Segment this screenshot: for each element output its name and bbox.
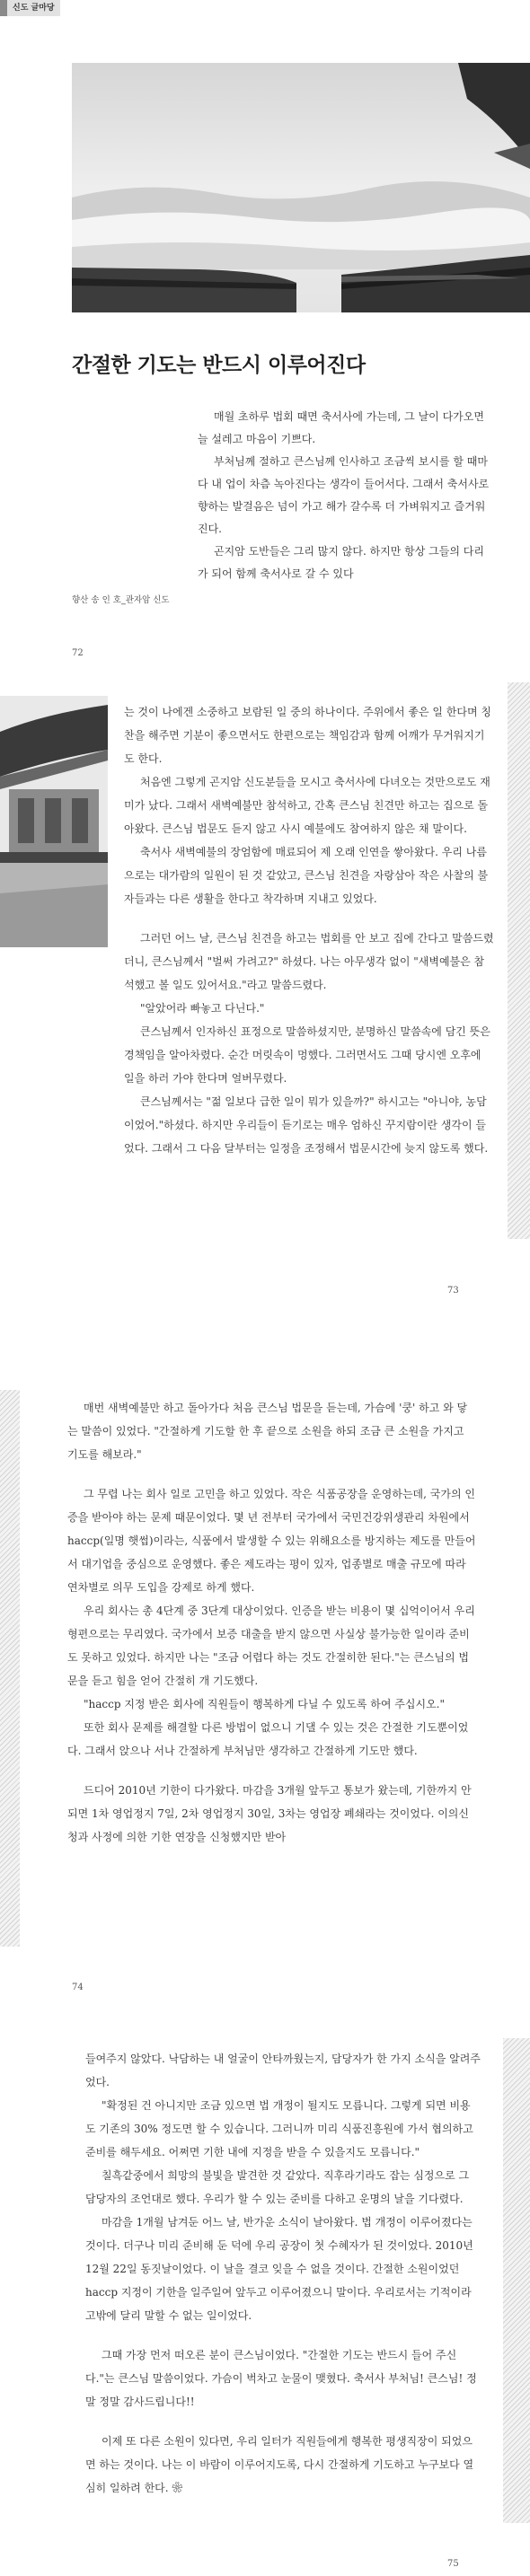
page-74-body <box>0 1396 530 1849</box>
body-paragraph: 이제 또 다른 소원이 있다면, 우리 일터가 직원들에게 행복한 평생직장이 되었으면 하는 것이다. 나는 이 바람이 이루어지도록, 다시 간절하게 기도하고 누구보다 열심히 일하려 한다. ❀ <box>85 2435 474 2494</box>
section-tag-bar <box>0 0 7 16</box>
page-number: 74 <box>72 1983 84 1992</box>
body-paragraph: "확정된 건 아니지만 조금 있으면 법 개정이 될지도 모릅니다. 그렇게 되면 비용도 기존의 30% 정도면 할 수 있습니다. 그러니까 미리 식품진흥원에 가서 협의하고 준비를 해두세요. 어쩌면 기한 내에 지정을 받을 수 있을지도 모릅니다." <box>85 2099 473 2158</box>
body-paragraph: 는 것이 나에겐 소중하고 보람된 일 중의 하나이다. 주위에서 좋은 일 한다며 칭찬을 해주면 기분이 좋으면서도 한편으로는 책임감과 함께 어깨가 무거워지기도 한다. <box>124 706 491 765</box>
paragraph-gap <box>124 910 494 927</box>
intro-text <box>198 406 494 585</box>
section-tag <box>0 0 60 16</box>
margin-stripe <box>503 2038 530 2523</box>
body-paragraph: 우리 회사는 총 4단계 중 3단계 대상이었다. 인증을 받는 비용이 몇 십억이어서 우리 형편으로는 무리였다. 국가에서 보증 대출을 받지 않으면 사실상 불가능한 일이라 준비도 못하고 있었다. 하지만 나는 "조금 어렵다 하는 것도 간절히한 된다."는 큰스님의 법문을 듣고 힘을 얻어 간절히 개 기도했다. <box>67 1605 475 1687</box>
paragraph-gap <box>67 1466 476 1482</box>
page-number: 73 <box>447 1286 459 1296</box>
body-paragraph: "알았어라 빠놓고 다닌다." <box>140 1002 265 1015</box>
body-paragraph: 마감을 1개월 남겨둔 어느 날, 반가운 소식이 날아왔다. 법 개정이 이루어졌다는 것이다. 더구나 미리 준비해 둔 덕에 우리 공장이 첫 수혜자가 된 것이었다. 2010년 12월 22일 동짓날이었다. 이 날을 결코 잊을 수 없을 것이다. 간절한 소원이었던 haccp 지정이 기한을 일주일여 앞두고 이루어졌으니 말이다. 우리로서는 기적이라고밖에 달리 말할 수 없는 일이었다. <box>85 2216 473 2322</box>
body-paragraph: 칠흑같중에서 희망의 불빛을 발견한 것 같았다. 직후라기라도 잡는 심정으로 그 담당자의 조언대로 했다. 우리가 할 수 있는 준비를 다하고 운명의 날을 기다렸다. <box>85 2169 470 2205</box>
body-paragraph: 매번 새벽예불만 하고 돌아가다 처음 큰스님 법문을 듣는데, 가슴에 '쿵' 하고 와 닿는 말씀이 있었다. "간절하게 기도할 한 후 끝으로 소원을 하되 조금 큰 소원을 가지고 기도를 해보라." <box>67 1402 468 1461</box>
body-paragraph: 그때 가장 먼저 떠오른 분이 큰스님이었다. "간절한 기도는 반드시 들어 주신다."는 큰스님 말씀이었다. 가슴이 벅차고 눈물이 맺혔다. 축서사 부처님! 큰스님! 정말 정말 감사드립니다!! <box>85 2349 477 2408</box>
hero-photo <box>72 63 530 312</box>
page-number: 72 <box>72 648 84 658</box>
article-title: 간절한 기도는 반드시 이루어진다 <box>72 354 366 377</box>
paragraph-gap <box>85 2413 481 2430</box>
body-paragraph: 들여주지 않았다. 낙담하는 내 얼굴이 안타까웠는지, 담당자가 한 가지 소식을 알려주었다. <box>85 2053 481 2088</box>
intro-paragraph: 매월 초하루 법회 때면 축서사에 가는데, 그 날이 다가오면 늘 설레고 마음이 기쁘다. <box>198 410 484 445</box>
body-paragraph: 그러던 어느 날, 큰스님 친견을 하고는 법회를 안 보고 집에 간다고 말씀드렸더니, 큰스님께서 "벌써 가려고?" 하셨다. 나는 아무생각 없이 "새벽예불은 참석했고 볼 일도 있어서요."라고 말씀드렸다. <box>124 932 494 991</box>
page-73-body <box>0 700 530 1160</box>
author-byline: 향산 송 인 호_관자암 신도 <box>72 595 170 605</box>
intro-paragraph: 곤지암 도반들은 그리 많지 않다. 하지만 항상 그들의 다리가 되어 함께 축서사로 갈 수 있다 <box>198 545 484 580</box>
body-paragraph: 그 무렵 나는 회사 일로 고민을 하고 있었다. 작은 식품공장을 운영하는데, 국가의 인증을 받아야 하는 문제 때문이었다. 몇 년 전부터 국가에서 국민건강위생관리 차원에서 haccp(일명 햇썹)이라는, 식품에서 발생할 수 있는 위해요소를 방지하는 제도를 만들어서 대기업을 중심으로 운영했다. 좋은 제도라는 평이 있자, 업종별로 매출 규모에 따라 연차별로 의무 도입을 강제로 하게 했다. <box>67 1488 476 1594</box>
page-75-body <box>0 2047 530 2500</box>
margin-stripe <box>508 682 530 1239</box>
body-paragraph: 또한 회사 문제를 해결할 다른 방법이 없으니 기댈 수 있는 것은 간절한 기도뿐이었다. 그래서 앉으나 서나 간절하게 부처님만 생각하고 간절하게 기도만 했다. <box>67 1721 469 1757</box>
body-paragraph: 큰스님께서는 "젊 일보다 급한 일이 뭐가 있을까?" 하시고는 "아니야, 농담이었어."하셨다. 하지만 우리들이 듣기로는 매우 엄하신 꾸지람이란 생각이 들었다. 그래서 그 다음 달부터는 일정을 조정해서 법문시간에 늦지 않도록 했다. <box>124 1095 489 1155</box>
paragraph-gap <box>67 1763 476 1779</box>
body-paragraph: "haccp 지정 받은 회사에 직원들이 행복하게 다닐 수 있도록 하여 주십시오." <box>84 1698 445 1710</box>
intro-paragraph: 부처님께 절하고 큰스님께 인사하고 조금씩 보시를 할 때마다 내 업이 차츰 녹아진다는 생각이 들어서다. 그래서 축서사로 향하는 발걸음은 넘이 가고 해가 갈수록 더 가벼워지고 즐거워진다. <box>198 455 490 535</box>
body-paragraph: 큰스님께서 인자하신 표정으로 말씀하셨지만, 분명하신 말씀속에 담긴 뜻은 경책임을 알아차렸다. 순간 머릿속이 멍했다. 그러면서도 그때 당시엔 오후에 일을 하러 가야 한다며 얼버무렸다. <box>124 1025 490 1085</box>
page-number: 75 <box>447 2559 459 2569</box>
body-paragraph: 드디어 2010년 기한이 다가왔다. 마감을 3개월 앞두고 통보가 왔는데, 기한까지 안 되면 1차 영업정지 7일, 2차 영업정지 30일, 3차는 영업장 폐쇄라는 것이었다. 이의신청과 사정에 의한 기한 연장을 신청했지만 받아 <box>67 1784 472 1843</box>
section-tag-label: 신도 글마당 <box>7 0 60 16</box>
body-paragraph: 처음엔 그렇게 곤지암 신도분들을 모시고 축서사에 다녀오는 것만으로도 재미가 났다. 그래서 새벽예불만 참석하고, 간혹 큰스님 친견만 하고는 집으로 돌아왔다. 큰스님 법문도 듣지 않고 사시 예불에도 참여하지 않은 채 말이다. <box>124 776 490 835</box>
body-paragraph: 축서사 새벽예불의 장엄함에 매료되어 제 오래 인연을 쌓아왔다. 우리 나름으로는 대가람의 일원이 된 것 같았고, 큰스님 친견을 자랑삼아 작은 사찰의 불자들과는 다른 생활을 한다고 착각하며 지내고 있었다. <box>124 846 489 905</box>
paragraph-gap <box>85 2327 481 2343</box>
